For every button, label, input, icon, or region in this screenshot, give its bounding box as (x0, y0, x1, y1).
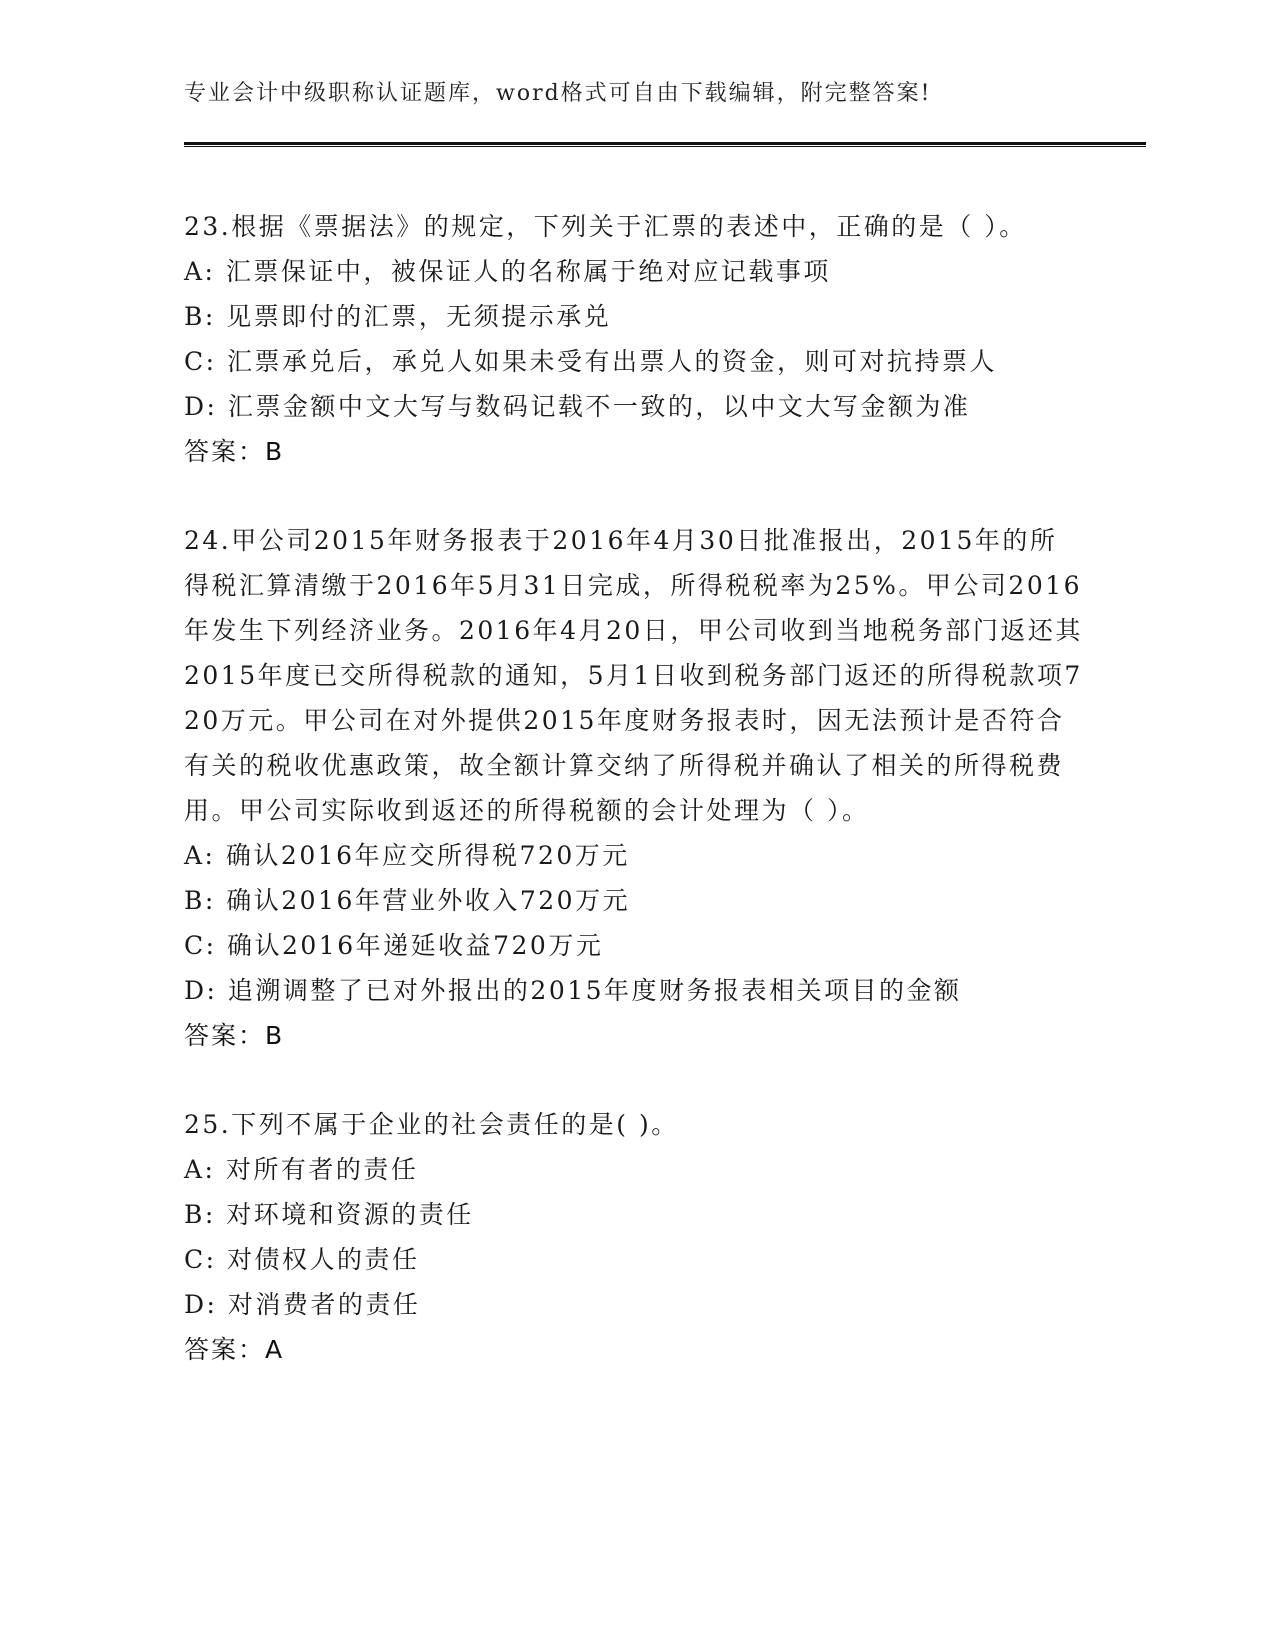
question-25 (184, 1102, 1084, 1372)
option-b: B: 见票即付的汇票，无须提示承兑 (184, 302, 612, 331)
option-c: C: 对债权人的责任 (184, 1245, 420, 1274)
question-list (184, 204, 1084, 1416)
question-24 (184, 518, 1084, 1058)
option-d: D: 追溯调整了已对外报出的2015年度财务报表相关项目的金额 (184, 976, 962, 1005)
answer-line: 答案：A (184, 1335, 285, 1364)
answer-line: 答案：B (184, 437, 285, 466)
page-header: 专业会计中级职称认证题库，word格式可自由下载编辑，附完整答案! (184, 81, 932, 106)
option-d: D: 对消费者的责任 (184, 1290, 421, 1319)
answer-line: 答案：B (184, 1021, 285, 1050)
question-stem: 25.下列不属于企业的社会责任的是( )。 (184, 1110, 679, 1139)
question-23 (184, 204, 1084, 474)
option-a: A: 确认2016年应交所得税720万元 (184, 841, 630, 870)
question-stem: 24.甲公司2015年财务报表于2016年4月30日批准报出，2015年的所得税汇算清缴于2016年5月31日完成，所得税税率为25%。甲公司2016年发生下列经济业务。2016年4月20日，甲公司收到当地税务部门返还其2015年度已交所得税款的通知，5月1日收到税务部门返还的所得税款项720万元。甲公司在对外提供2015年度财务报表时，因无法预计是否符合有关的税收优惠政策，故全额计算交纳了所得税并确认了相关的所得税费用。甲公司实际收到返还的所得税额的会计处理为（ ）。 (184, 526, 1083, 825)
option-a: A: 汇票保证中，被保证人的名称属于绝对应记载事项 (184, 257, 831, 286)
option-d: D: 汇票金额中文大写与数码记载不一致的，以中文大写金额为准 (184, 392, 971, 421)
option-c: C: 汇票承兑后，承兑人如果未受有出票人的资金，则可对抗持票人 (184, 347, 998, 376)
option-c: C: 确认2016年递延收益720万元 (184, 931, 604, 960)
option-a: A: 对所有者的责任 (184, 1155, 419, 1184)
question-stem: 23.根据《票据法》的规定，下列关于汇票的表述中，正确的是（ ）。 (184, 212, 1027, 241)
option-b: B: 确认2016年营业外收入720万元 (184, 886, 631, 915)
header-divider (184, 142, 1146, 147)
option-b: B: 对环境和资源的责任 (184, 1200, 474, 1229)
